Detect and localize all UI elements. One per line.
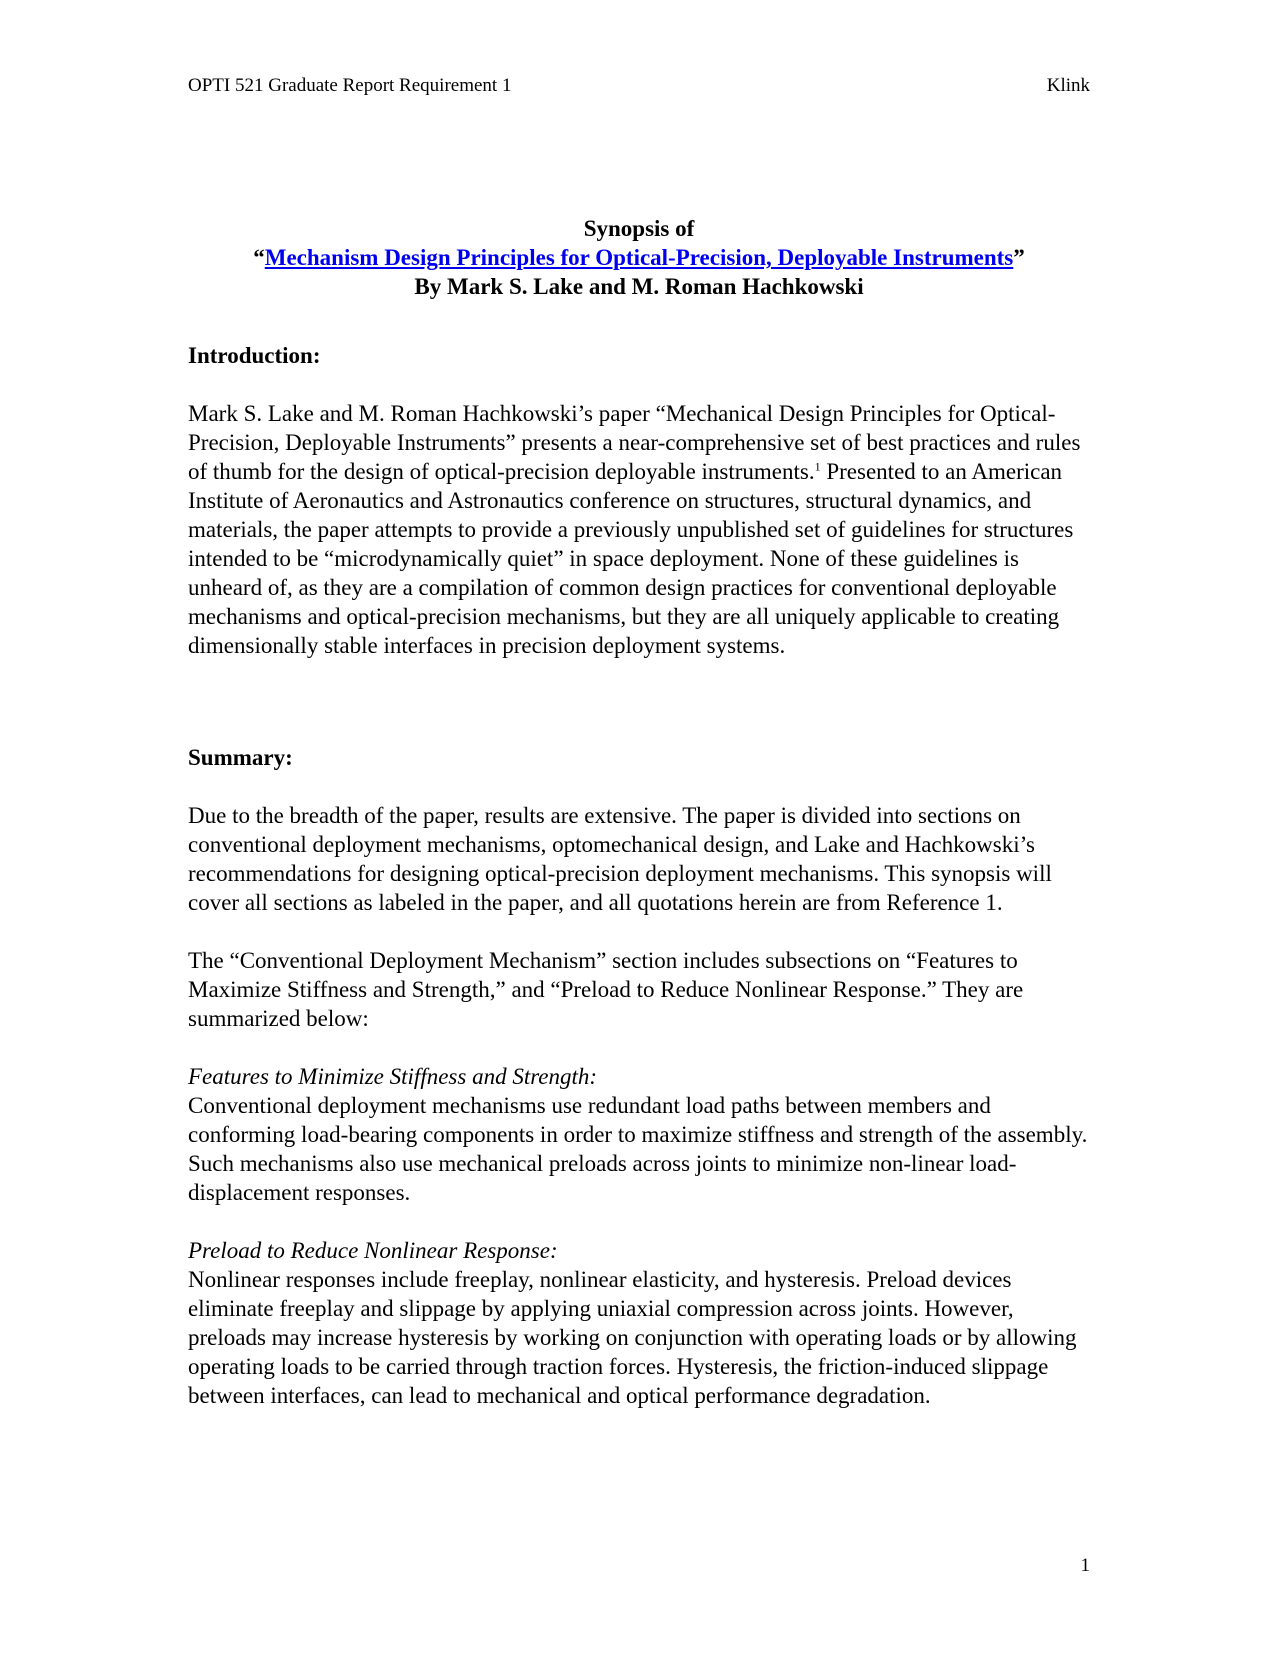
title-block xyxy=(188,214,1090,301)
summary-paragraph-2: The “Conventional Deployment Mechanism” section includes subsections on “Features to Maximize Stiffness and Strength,” and “Preload to Reduce Nonlinear Response.” They are summarized below: xyxy=(188,948,1024,1031)
introduction-paragraph xyxy=(188,399,1090,660)
page-number: 1 xyxy=(1080,1555,1090,1576)
summary-section xyxy=(188,743,1090,1410)
title-close-quote: ” xyxy=(1013,245,1025,270)
introduction-section xyxy=(188,341,1090,660)
subsection-heading-preload: Preload to Reduce Nonlinear Response: xyxy=(188,1238,558,1263)
footnote-reference: 1 xyxy=(814,459,821,474)
title-open-quote: “ xyxy=(253,245,265,270)
introduction-heading: Introduction: xyxy=(188,343,321,368)
subsection-text-stiffness: Conventional deployment mechanisms use redundant load paths between members and conforming load-bearing components in order to maximize stiffness and strength of the assembly. Such mechanisms also use mechanical preloads across joints to minimize non-linear load-displacement responses. xyxy=(188,1093,1088,1205)
header-author: Klink xyxy=(1046,75,1090,96)
paper-title-link[interactable]: Mechanism Design Principles for Optical-Precision, Deployable Instruments xyxy=(264,245,1014,270)
title-byline: By Mark S. Lake and M. Roman Hachkowski xyxy=(414,274,864,299)
introduction-text-part1: Mark S. Lake and M. Roman Hachkowski’s paper “Mechanical Design Principles for Optical-Precision, Deployable Instruments” presents a near-comprehensive set of best practices and rules of thumb for the design of optical-precision deployable instruments. xyxy=(188,401,1081,484)
title-line-paper xyxy=(188,243,1090,272)
summary-paragraph-1: Due to the breadth of the paper, results are extensive. The paper is divided into sections on conventional deployment mechanisms, optomechanical design, and Lake and Hachkowski’s recommendations for designing optical-precision deployment mechanisms. This synopsis will cover all sections as labeled in the paper, and all quotations herein are from Reference 1. xyxy=(188,803,1052,915)
header-course-title: OPTI 521 Graduate Report Requirement 1 xyxy=(188,75,512,96)
summary-heading: Summary: xyxy=(188,745,293,770)
subsection-heading-stiffness: Features to Minimize Stiffness and Strength: xyxy=(188,1064,598,1089)
title-line-synopsis: Synopsis of xyxy=(583,216,695,241)
page-header xyxy=(188,74,1090,98)
subsection-text-preload: Nonlinear responses include freeplay, nonlinear elasticity, and hysteresis. Preload devices eliminate freeplay and slippage by applying uniaxial compression across joints. However, preloads may increase hysteresis by working on conjunction with operating loads or by allowing operating loads to be carried through traction forces. Hysteresis, the friction-induced slippage between interfaces, can lead to mechanical and optical performance degradation. xyxy=(188,1267,1077,1408)
introduction-text-part2: Presented to an American Institute of Aeronautics and Astronautics conference on structures, structural dynamics, and materials, the paper attempts to provide a previously unpublished set of guidelines for structures intended to be “microdynamically quiet” in space deployment. None of these guidelines is unheard of, as they are a compilation of common design practices for conventional deployable mechanisms and optical-precision mechanisms, but they are all uniquely applicable to creating dimensionally stable interfaces in precision deployment systems. xyxy=(188,459,1074,658)
